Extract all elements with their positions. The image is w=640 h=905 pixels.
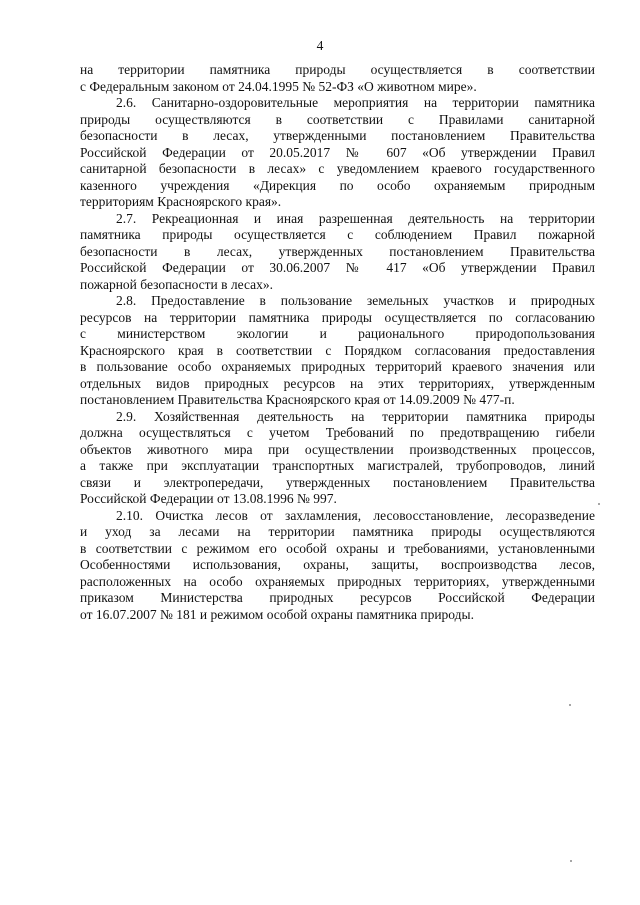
text-line: в соответствии с режимом его особой охраны и требованиями, установленными xyxy=(80,540,595,556)
scan-speck xyxy=(570,860,572,862)
text-line: безопасности в лесах, утвержденными постановлением Правительства xyxy=(80,128,595,143)
paragraph xyxy=(80,293,595,409)
text-line: постановлением Правительства Красноярского края от 14.09.2009 № 477-п. xyxy=(80,392,515,407)
text-line: Особенностями использования, охраны, защиты, воспроизводства лесов, xyxy=(80,557,595,572)
text-line: с Федеральным законом от 24.04.1995 № 52-ФЗ «О животном мире». xyxy=(80,78,477,94)
paragraph xyxy=(80,508,595,624)
paragraph xyxy=(80,62,595,95)
text-line: природы осуществляются в соответствии с Правилами санитарной xyxy=(80,111,595,127)
text-line: 2.8. Предоставление в пользование земельных участков и природных xyxy=(116,293,595,308)
text-line: на территории памятника природы осуществляется в соответствии xyxy=(80,62,595,77)
text-line: 2.9. Хозяйственная деятельность на территории памятника природы xyxy=(116,408,595,424)
text-line: пожарной безопасности в лесах». xyxy=(80,276,273,292)
text-line: связи и электропередачи, утвержденных постановлением Правительства xyxy=(80,474,595,490)
text-line: а также при эксплуатации транспортных магистралей, трубопроводов, линий xyxy=(80,458,595,473)
text-line: казенного учреждения «Дирекция по особо охраняемым природным xyxy=(80,177,595,193)
paragraph xyxy=(80,409,595,508)
text-line: отдельных видов природных ресурсов на этих территориях, утвержденным xyxy=(80,375,595,391)
text-line: расположенных на особо охраняемых природных территориях, утвержденными xyxy=(80,573,595,589)
text-line: 2.6. Санитарно-оздоровительные мероприятия на территории памятника xyxy=(116,95,595,110)
text-line: Российской Федерации от 20.05.2017 № 607 «Об утверждении Правил xyxy=(80,144,595,160)
text-line: приказом Министерства природных ресурсов Российской Федерации xyxy=(80,590,595,605)
page-number: 4 xyxy=(316,38,324,53)
text-line: объектов животного мира при осуществлении производственных процессов, xyxy=(80,441,595,457)
text-line: с министерством экологии и рационального природопользования xyxy=(80,326,595,341)
text-line: и уход за лесами на территории памятника природы осуществляются xyxy=(80,524,595,539)
text-line: в пользование особо охраняемых природных территорий краевого значения или xyxy=(80,359,595,374)
text-line: санитарной безопасности в лесах» с уведомлением краевого государственного xyxy=(80,161,595,176)
text-line: безопасности в лесах, утвержденных постановлением Правительства xyxy=(80,243,595,259)
text-line: территориям Красноярского края». xyxy=(80,194,282,209)
paragraph xyxy=(80,95,595,211)
scan-speck xyxy=(598,503,600,505)
text-line: от 16.07.2007 № 181 и режимом особой охраны памятника природы. xyxy=(80,606,474,622)
text-line: Красноярского края в соответствии с Порядком согласования предоставления xyxy=(80,342,595,358)
document-body xyxy=(80,62,595,623)
paragraph xyxy=(80,211,595,294)
text-line: должна осуществляться с учетом Требований по предотвращению гибели xyxy=(80,425,595,440)
text-line: ресурсов на территории памятника природы осуществляется по согласованию xyxy=(80,309,595,325)
text-line: Российской Федерации от 30.06.2007 № 417 «Об утверждении Правил xyxy=(80,260,595,275)
text-line: Российской Федерации от 13.08.1996 № 997. xyxy=(80,491,337,506)
text-line: 2.10. Очистка лесов от захламления, лесовосстановление, лесоразведение xyxy=(116,507,595,523)
text-line: 2.7. Рекреационная и иная разрешенная деятельность на территории xyxy=(116,210,595,226)
scan-speck xyxy=(569,704,571,706)
text-line: памятника природы осуществляется с соблюдением Правил пожарной xyxy=(80,227,595,242)
